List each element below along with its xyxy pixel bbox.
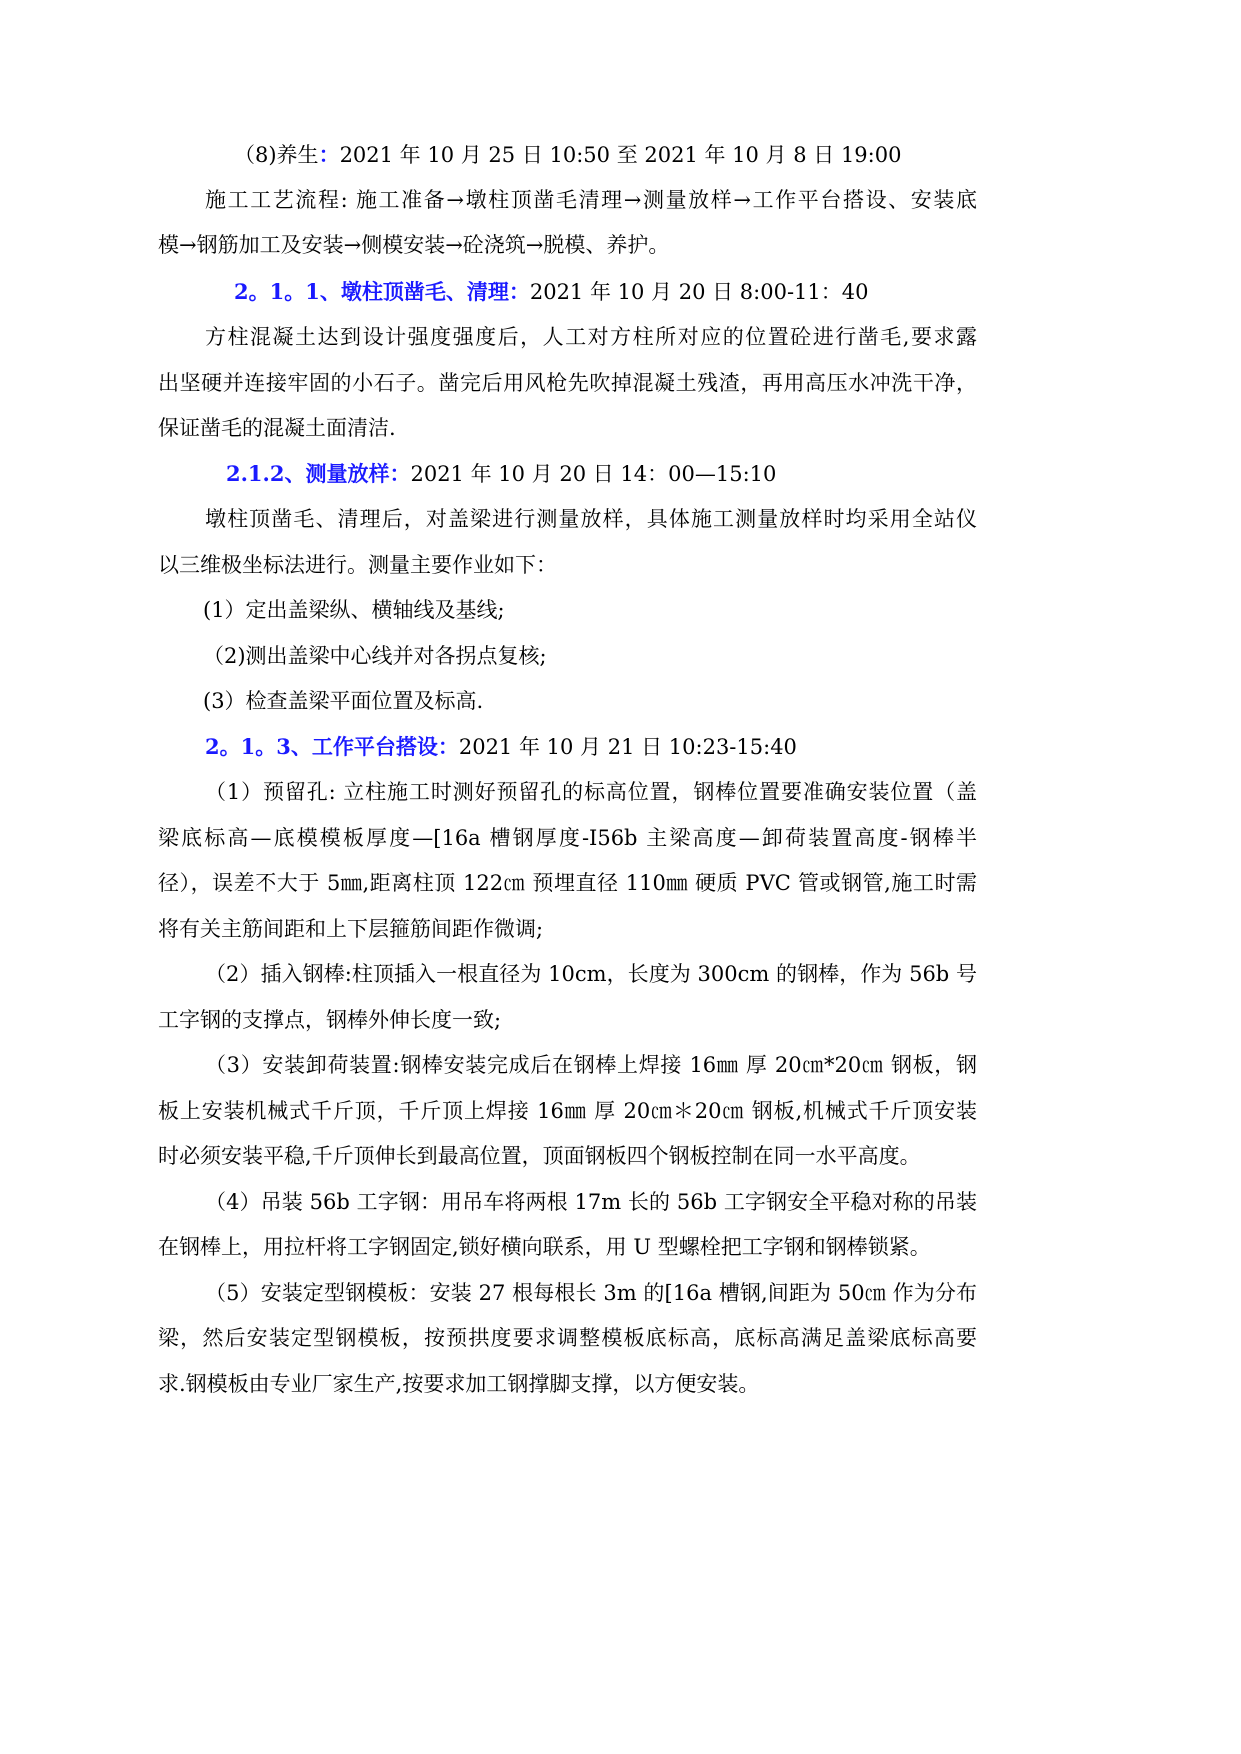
paragraph-line: 求.钢模板由专业厂家生产,按要求加工钢撑脚支撑，以方便安装。: [158, 1372, 760, 1396]
section-2-1-2-heading: [226, 459, 1096, 489]
paragraph-line: 梁底标高—底模模板厚度—[16a 槽钢厚度-I56b 主梁高度—卸荷装置高度-钢棒半: [158, 826, 977, 850]
paragraph-line: 梁，然后安装定型钢模板，按预拱度要求调整模板底标高，底标高满足盖梁底标高要: [158, 1326, 977, 1350]
section-2-1-3-title: 2。1。3、工作平台搭设：: [205, 734, 459, 759]
paragraph-line: 方柱混凝土达到设计强度强度后，人工对方柱所对应的位置砼进行凿毛,要求露: [205, 325, 977, 349]
paragraph-line: 工字钢的支撑点，钢棒外伸长度一致;: [158, 1008, 502, 1032]
process-flow-line-2: 模→钢筋加工及安装→侧模安装→砼浇筑→脱模、养护。: [158, 233, 670, 257]
paragraph-line: 板上安装机械式千斤顶，千斤顶上焊接 16㎜ 厚 20㎝＊20㎝ 钢板,机械式千斤顶安装: [158, 1099, 977, 1123]
paragraph-line: （2）插入钢棒:柱顶插入一根直径为 10cm，长度为 300cm 的钢棒，作为 56b 号: [205, 962, 977, 986]
list-item: （2)测出盖梁中心线并对各拐点复核;: [203, 644, 547, 668]
section-2-1-3-heading: [205, 732, 1075, 762]
list-item: (3）检查盖梁平面位置及标高.: [203, 689, 484, 713]
paragraph-line: 时必须安装平稳,千斤顶伸长到最高位置，顶面钢板四个钢板控制在同一水平高度。: [158, 1144, 921, 1168]
curing-label: （8)养生: [234, 143, 319, 167]
section-2-1-2-title: 2.1.2、测量放样：: [226, 461, 411, 486]
section-2-1-1-title: 2。1。1、墩柱顶凿毛、清理：: [234, 279, 530, 304]
section-2-1-1-time: 2021 年 10 月 20 日 8:00-11：40: [529, 280, 869, 304]
curing-colon: ：: [318, 142, 340, 167]
section-2-1-2-time: 2021 年 10 月 20 日 14：00—15:10: [410, 462, 777, 486]
paragraph-line: （4）吊装 56b 工字钢：用吊车将两根 17m 长的 56b 工字钢安全平稳对称的吊装: [205, 1190, 977, 1214]
paragraph-line: 在钢棒上，用拉杆将工字钢固定,锁好横向联系，用 U 型螺栓把工字钢和钢棒锁紧。: [158, 1235, 931, 1259]
curing-line: [234, 140, 1104, 170]
paragraph-line: （1）预留孔: 立柱施工时测好预留孔的标高位置，钢棒位置要准确安装位置（盖: [205, 780, 977, 804]
paragraph-line: 保证凿毛的混凝土面清洁.: [158, 416, 396, 440]
process-flow-line-1: 施工工艺流程: 施工准备→墩柱顶凿毛清理→测量放样→工作平台搭设、安装底: [205, 188, 977, 212]
paragraph-line: 出坚硬并连接牢固的小石子。凿完后用风枪先吹掉混凝土残渣，再用高压水冲洗干净，: [158, 371, 977, 395]
paragraph-line: 将有关主筋间距和上下层箍筋间距作微调;: [158, 917, 544, 941]
paragraph-line: 径），误差不大于 5㎜,距离柱顶 122㎝ 预埋直径 110㎜ 硬质 PVC 管或钢管,施工时需: [158, 871, 977, 895]
paragraph-line: 墩柱顶凿毛、清理后，对盖梁进行测量放样，具体施工测量放样时均采用全站仪: [205, 507, 977, 531]
section-2-1-1-heading: [234, 277, 1104, 307]
paragraph-line: （3）安装卸荷装置:钢棒安装完成后在钢棒上焊接 16㎜ 厚 20㎝*20㎝ 钢板，钢: [205, 1053, 977, 1077]
paragraph-line: （5）安装定型钢模板：安装 27 根每根长 3m 的[16a 槽钢,间距为 50㎝ 作为分布: [205, 1281, 977, 1305]
section-2-1-3-time: 2021 年 10 月 21 日 10:23-15:40: [458, 735, 797, 759]
list-item: (1）定出盖梁纵、横轴线及基线;: [203, 598, 505, 622]
curing-time: 2021 年 10 月 25 日 10:50 至 2021 年 10 月 8 日 19:00: [339, 143, 902, 167]
paragraph-line: 以三维极坐标法进行。测量主要作业如下：: [158, 553, 557, 577]
